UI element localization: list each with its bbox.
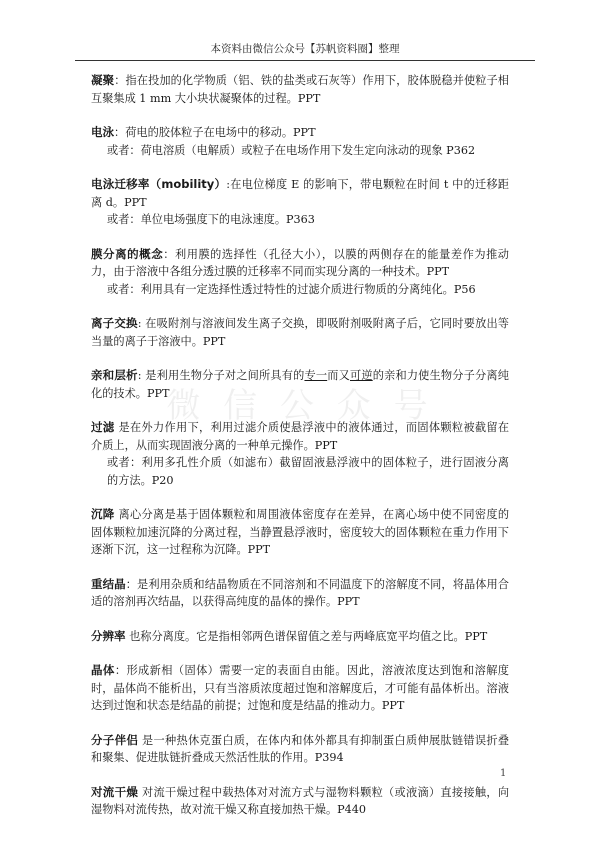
term: 沉降 (91, 507, 115, 521)
term-separator: ： (114, 664, 127, 677)
term: 过滤 (91, 420, 115, 434)
underlined-word: 可逆 (349, 369, 373, 382)
term-separator: ： (114, 74, 126, 87)
page-number: 1 (500, 768, 507, 779)
definition: 形成新相（固体）需要一定的表面自由能。因此，溶液浓度达到饱和溶解度时，晶体尚不能析出，只有当溶质浓度超过饱和溶解度后，才可能有晶体析出。溶液达到过饱和状态是结晶的前提；过饱和度是结晶的推动力。PPT (91, 664, 509, 712)
entry-sedimentation (91, 506, 509, 559)
entry-electrophoretic-mobility (91, 176, 509, 229)
entry-coagulation (91, 72, 509, 107)
entry-resolution (91, 628, 509, 646)
entry-ion-exchange (91, 315, 509, 350)
term: 电泳迁移率（mobility） (91, 177, 227, 191)
definition-part: 是利用生物分子对之间所具有的 (145, 369, 305, 382)
term: 重结晶 (91, 576, 126, 591)
term: 凝聚 (91, 73, 115, 87)
alternate-definition: 或者：单位电场强度下的电泳速度。P363 (107, 213, 315, 226)
term-separator: ： (125, 577, 138, 591)
definition-part: 而又 (327, 369, 350, 382)
definition-part: 的亲和力使生物分子分离纯化的技术。PPT (91, 369, 509, 400)
term-separator: ： (114, 126, 126, 139)
definition: 是利用杂质和结晶物质在不同溶剂和不同温度下的溶解度不同，将晶体用合适的溶剂再次结晶，以获得高纯度的晶体的操作。PPT (91, 577, 509, 608)
definition: 荷电的胶体粒子在电场中的移动。PPT (125, 126, 316, 139)
term-separator: : (137, 317, 146, 330)
definition: 是在外力作用下，利用过滤介质使悬浮液中的液体通过，而固体颗粒被截留在介质上，从而实现固液分离的一种单元操作。PPT (91, 421, 510, 452)
definition: 对流干燥过程中载热体对对流方式与湿物料颗粒（或液滴）直接接触，向湿物料对流传热，故对流干燥又称直接加热干燥。P440 (91, 785, 510, 816)
term: 晶体 (91, 663, 115, 677)
alternate-definition: 或者：利用多孔性介质（如滤布）截留固液悬浮液中的固体粒子，进行固液分离的方法。P20 (107, 456, 509, 487)
term-separator: ： (163, 247, 175, 261)
entry-convection-drying (91, 784, 509, 819)
term-separator: : (137, 369, 146, 382)
entry-molecular-chaperone (91, 732, 509, 767)
definition: 利用膜的选择性（孔径大小），以膜的两侧存在的能量差作为推动力，由于溶液中各组分透过膜的迁移率不同而实现分离的一种技术。PPT (91, 247, 509, 278)
term: 对流干燥 (91, 784, 139, 799)
entry-membrane-separation (91, 246, 509, 299)
term: 分辨率 (91, 628, 126, 643)
term-separator: : (226, 178, 231, 191)
entry-recrystallization (91, 576, 509, 611)
watermark: 微 信 公 众 号 (166, 386, 434, 426)
definition: 在电位梯度 E 的影响下，带电颗粒在时间 t 中的迁移距离 d。PPT (91, 178, 509, 209)
definition: 离心分离是基于固体颗粒和周围液体密度存在差异，在离心场中使不同密度的固体颗粒加速沉降的分离过程，当静置悬浮液时，密度较大的固体颗粒在重力作用下逐渐下沉，这一过程称为沉降。PPT (91, 508, 510, 556)
entry-filtration (91, 419, 509, 489)
term: 离子交换 (91, 316, 138, 330)
entry-electrophoresis (91, 124, 509, 159)
glossary-content (91, 72, 509, 836)
underlined-word: 专一 (304, 369, 328, 382)
definition: 在吸附剂与溶液间发生离子交换，即吸附剂吸附离子后，它同时要放出等当量的离子于溶液中。PPT (91, 317, 509, 348)
page-header: 本资料由微信公众号【苏帆资料圈】整理 (75, 42, 535, 61)
definition: 是一种热休克蛋白质，在体内和体外都具有抑制蛋白质伸展肽链错误折叠和聚集、促进肽链折叠成天然活性肽的作用。P394 (91, 733, 510, 764)
entry-affinity-chromatography (91, 367, 509, 402)
term: 电泳 (91, 125, 114, 139)
term: 膜分离的概念 (91, 246, 164, 261)
alternate-definition: 或者：荷电溶质（电解质）或粒子在电场作用下发生定向泳动的现象 P362 (107, 143, 476, 157)
entry-crystal (91, 662, 509, 715)
definition: 指在投加的化学物质（铝、铁的盐类或石灰等）作用下，胶体脱稳并使粒子相互聚集成 1 mm 大小块状凝聚体的过程。PPT (91, 74, 509, 105)
term: 亲和层析 (91, 368, 138, 382)
alternate-definition: 或者：利用具有一定选择性透过特性的过滤介质进行物质的分离纯化。P56 (107, 282, 476, 296)
definition: 也称分离度。它是指相邻两色谱保留值之差与两峰底宽平均值之比。PPT (129, 629, 488, 643)
term: 分子伴侣 (91, 732, 139, 747)
